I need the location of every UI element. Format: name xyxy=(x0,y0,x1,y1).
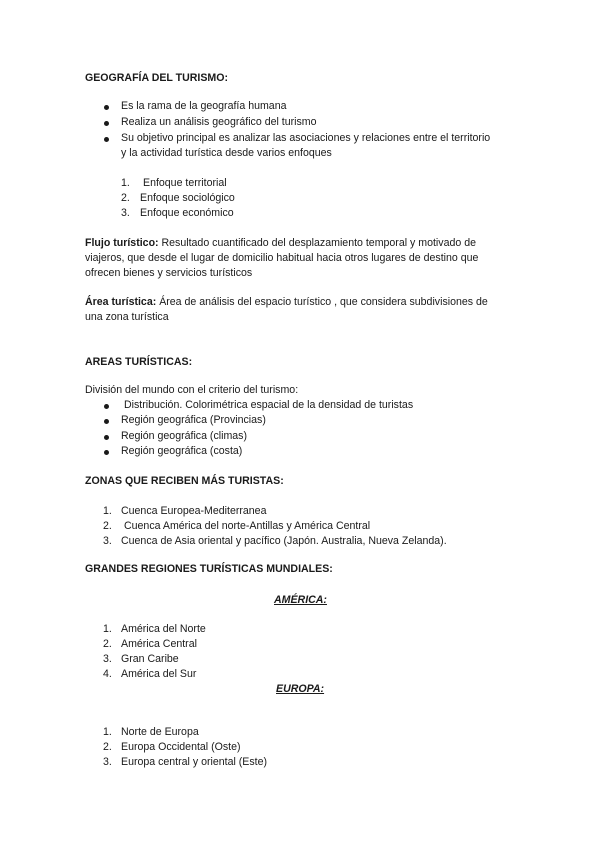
zona-item: Cuenca América del norte-Antillas y América Central xyxy=(124,520,371,532)
area-term: Área turística: xyxy=(85,296,157,308)
region-item: América del Sur xyxy=(121,668,197,680)
zona-number: 3. xyxy=(103,535,112,547)
region-item: América del Norte xyxy=(121,623,206,635)
region-number: 1. xyxy=(103,623,112,635)
flujo-definition-line: ofrecen bienes y servicios turísticos xyxy=(85,267,253,279)
section-heading-regiones: GRANDES REGIONES TURÍSTICAS MUNDIALES: xyxy=(85,563,333,575)
areas-bullet: Distribución. Colorimétrica espacial de la densidad de turistas xyxy=(124,399,414,411)
region-number: 2. xyxy=(103,741,112,753)
zona-item: Cuenca Europea-Mediterranea xyxy=(121,505,267,517)
subsection-title-america: AMÉRICA: xyxy=(274,594,327,606)
zona-item: Cuenca de Asia oriental y pacífico (Japón. Australia, Nueva Zelanda). xyxy=(121,535,447,547)
area-text: Área de análisis del espacio turístico , que considera subdivisiones de xyxy=(156,296,488,308)
region-number: 2. xyxy=(103,638,112,650)
flujo-definition-line xyxy=(85,237,476,249)
region-item: América Central xyxy=(121,638,197,650)
areas-intro: División del mundo con el criterio del turismo: xyxy=(85,384,299,396)
zona-number: 1. xyxy=(103,505,112,517)
bullet-icon xyxy=(104,419,109,424)
flujo-text: Resultado cuantificado del desplazamiento temporal y motivado de xyxy=(158,237,476,249)
subsection-title-europa: EUROPA: xyxy=(276,683,325,695)
flujo-definition-line: viajeros, que desde el lugar de domicilio habitual hacia otros lugares de destino que xyxy=(85,252,479,264)
bullet-icon xyxy=(104,450,109,455)
enfoque-item: Enfoque territorial xyxy=(143,177,227,189)
zona-number: 2. xyxy=(103,520,112,532)
intro-bullet: Su objetivo principal es analizar las asociaciones y relaciones entre el territorio xyxy=(121,132,491,144)
region-number: 4. xyxy=(103,668,112,680)
region-number: 3. xyxy=(103,653,112,665)
region-item: Norte de Europa xyxy=(121,726,199,738)
bullet-icon xyxy=(104,105,109,110)
area-definition-line: una zona turística xyxy=(85,311,169,323)
bullet-icon xyxy=(104,137,109,142)
region-item: Europa Occidental (Oste) xyxy=(121,741,241,753)
main-title: GEOGRAFÍA DEL TURISMO: xyxy=(85,72,229,84)
region-item: Europa central y oriental (Este) xyxy=(121,756,268,768)
enfoque-item: Enfoque sociológico xyxy=(140,192,235,204)
enfoque-number: 2. xyxy=(121,192,130,204)
section-heading-zonas: ZONAS QUE RECIBEN MÁS TURISTAS: xyxy=(85,475,284,487)
bullet-icon xyxy=(104,121,109,126)
region-number: 3. xyxy=(103,756,112,768)
region-number: 1. xyxy=(103,726,112,738)
enfoque-number: 1. xyxy=(121,177,130,189)
intro-bullet-continuation: y la actividad turística desde varios enfoques xyxy=(121,147,332,159)
intro-bullet: Realiza un análisis geográfico del turismo xyxy=(121,116,317,128)
region-item: Gran Caribe xyxy=(121,653,179,665)
enfoque-item: Enfoque económico xyxy=(140,207,234,219)
areas-bullet: Región geográfica (climas) xyxy=(121,430,248,442)
area-definition-line xyxy=(85,296,488,308)
flujo-term: Flujo turístico: xyxy=(85,237,159,249)
bullet-icon xyxy=(104,404,109,409)
enfoque-number: 3. xyxy=(121,207,130,219)
intro-bullet: Es la rama de la geografía humana xyxy=(121,100,287,112)
areas-bullet: Región geográfica (Provincias) xyxy=(121,414,266,426)
bullet-icon xyxy=(104,435,109,440)
areas-bullet: Región geográfica (costa) xyxy=(121,445,243,457)
section-heading-areas: AREAS TURÍSTICAS: xyxy=(85,356,193,368)
